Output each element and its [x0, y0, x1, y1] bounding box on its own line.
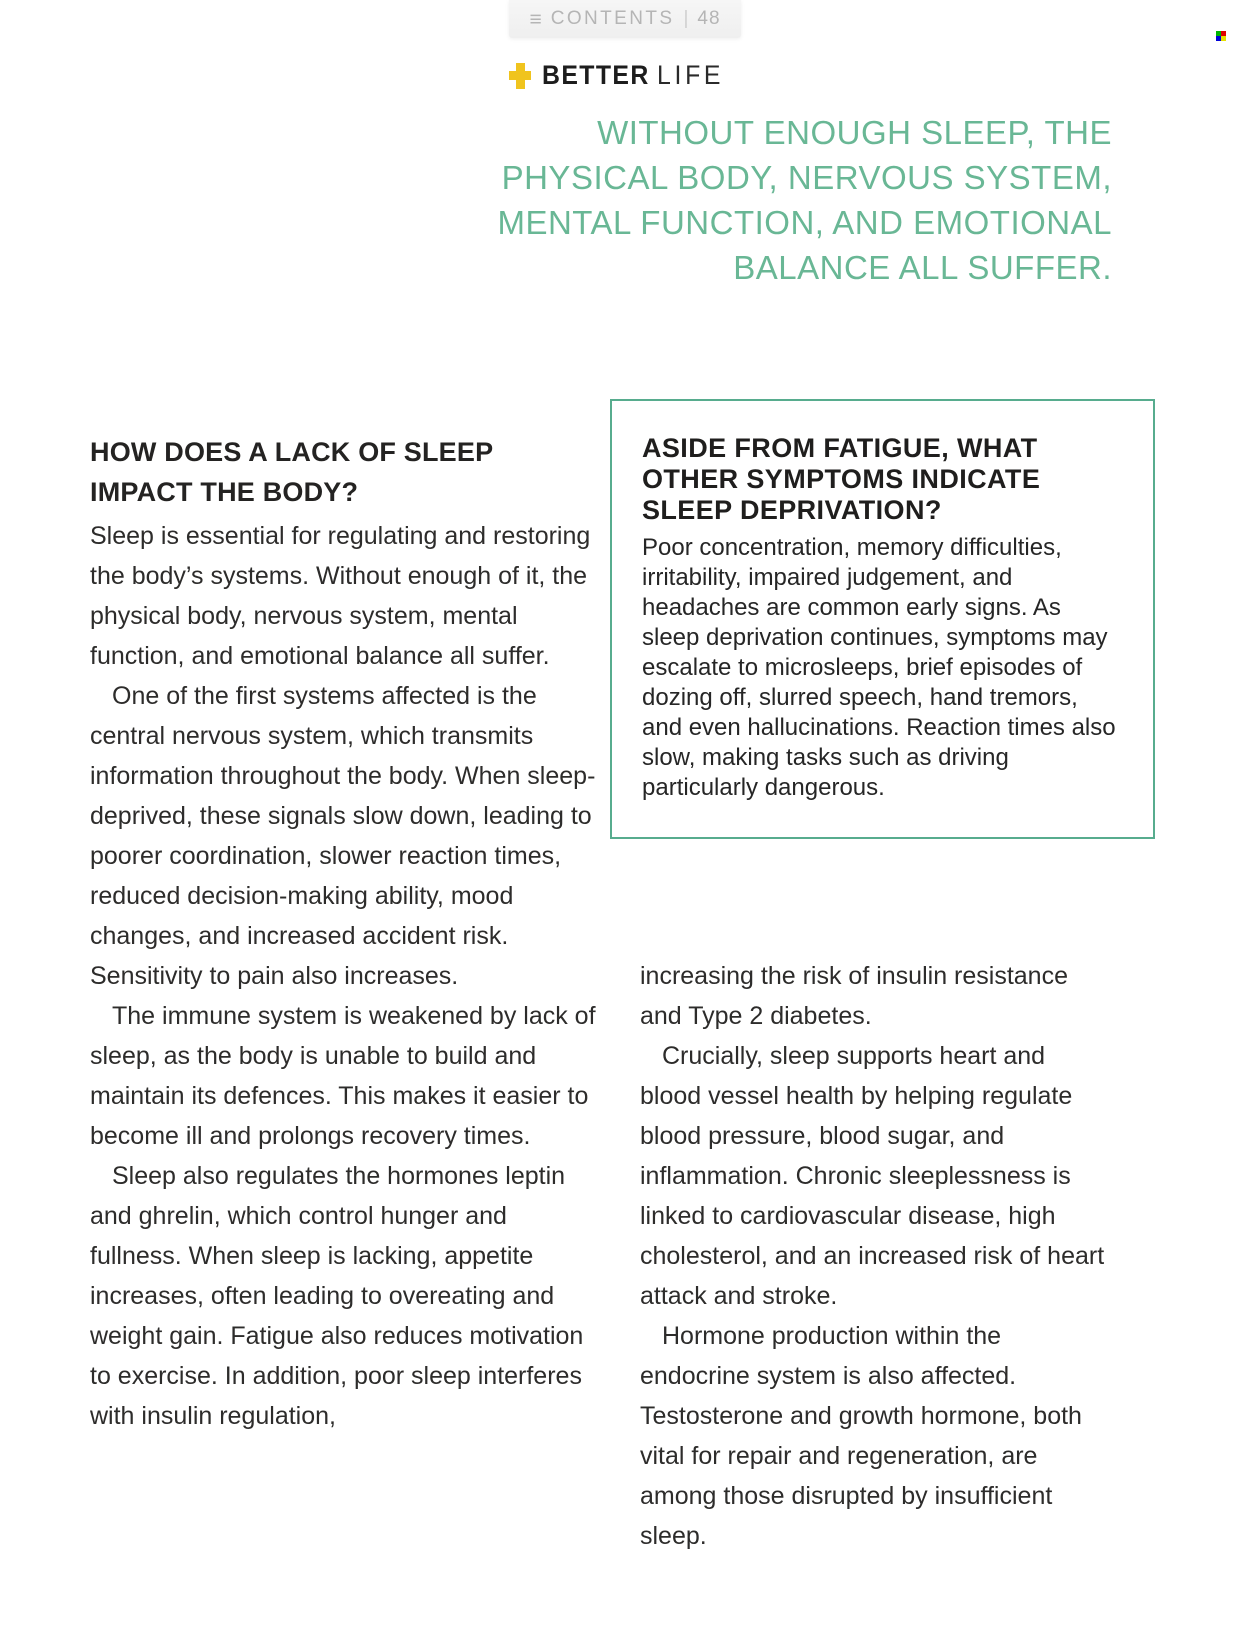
paragraph: Hormone production within the endocrine system is also affected. Testosterone and growth hormone, both vital for repair and regeneration, are among those disrupted by insufficient sleep. [640, 1322, 1082, 1550]
paragraph: One of the first systems affected is the central nervous system, which transmits information throughout the body. When sleep-deprived, these signals slow down, leading to poorer coordination, slower reaction times, reduced decision-making ability, mood changes, and increased accident risk. Sensitivity to pain also increases. [90, 682, 596, 990]
plus-icon [509, 63, 531, 89]
color-grid-icon [1216, 31, 1226, 41]
brand-life: LIFE [657, 60, 725, 90]
paragraph: Sleep is essential for regulating and restoring the body’s systems. Without enough of it, the physical body, nervous system, mental function, and emotional balance all suffer. [90, 522, 591, 670]
right-column [640, 956, 1112, 1556]
brand-better: BETTER [542, 60, 651, 90]
contents-nav-button[interactable] [509, 0, 741, 38]
paragraph: Crucially, sleep supports heart and blood vessel health by helping regulate blood pressure, blood sugar, and inflammation. Chronic sleeplessness is linked to cardiovascular disease, high cholesterol, and an increased risk of heart attack and stroke. [640, 1042, 1105, 1310]
brand-text [542, 60, 724, 91]
color-grid-yellow [1221, 36, 1226, 41]
pull-quote-headline [312, 110, 1112, 290]
contents-label: CONTENTS [550, 8, 675, 29]
left-column [90, 432, 602, 1436]
headline-line: WITHOUT ENOUGH SLEEP, THE [597, 114, 1112, 151]
section-brand [0, 60, 1250, 91]
paragraph: Sleep also regulates the hormones leptin and ghrelin, which control hunger and fullness. When sleep is lacking, appetite increases, often leading to overeating and weight gain. Fatigue also reduces motivation to exercise. In addition, poor sleep interferes with insulin regulation, [90, 1162, 584, 1430]
headline-line: PHYSICAL BODY, NERVOUS SYSTEM, [501, 159, 1112, 196]
paragraph: The immune system is weakened by lack of sleep, as the body is unable to build and maintain its defences. This makes it easier to become ill and prolongs recovery times. [90, 1002, 596, 1150]
paragraph: increasing the risk of insulin resistance and Type 2 diabetes. [640, 962, 1068, 1030]
sidebar-callout-box [610, 399, 1155, 839]
article-question-heading: HOW DOES A LACK OF SLEEP IMPACT THE BODY? [90, 437, 493, 507]
sidebar-body: Poor concentration, memory difficulties, irritability, impaired judgement, and headaches are common early signs. As sleep deprivation continues, symptoms may escalate to microsleeps, brief episodes of dozing off, slurred speech, hand tremors, and even hallucinations. Reaction times also slow, making tasks such as driving particularly dangerous. [642, 534, 1116, 801]
page-number: 48 [697, 8, 721, 29]
contents-divider: | [683, 8, 689, 29]
headline-line: MENTAL FUNCTION, AND EMOTIONAL [497, 204, 1112, 241]
hamburger-menu-icon: ≡ [529, 7, 542, 31]
sidebar-heading: ASIDE FROM FATIGUE, WHAT OTHER SYMPTOMS INDICATE SLEEP DEPRIVATION? [642, 433, 1041, 525]
headline-line: BALANCE ALL SUFFER. [733, 249, 1112, 286]
